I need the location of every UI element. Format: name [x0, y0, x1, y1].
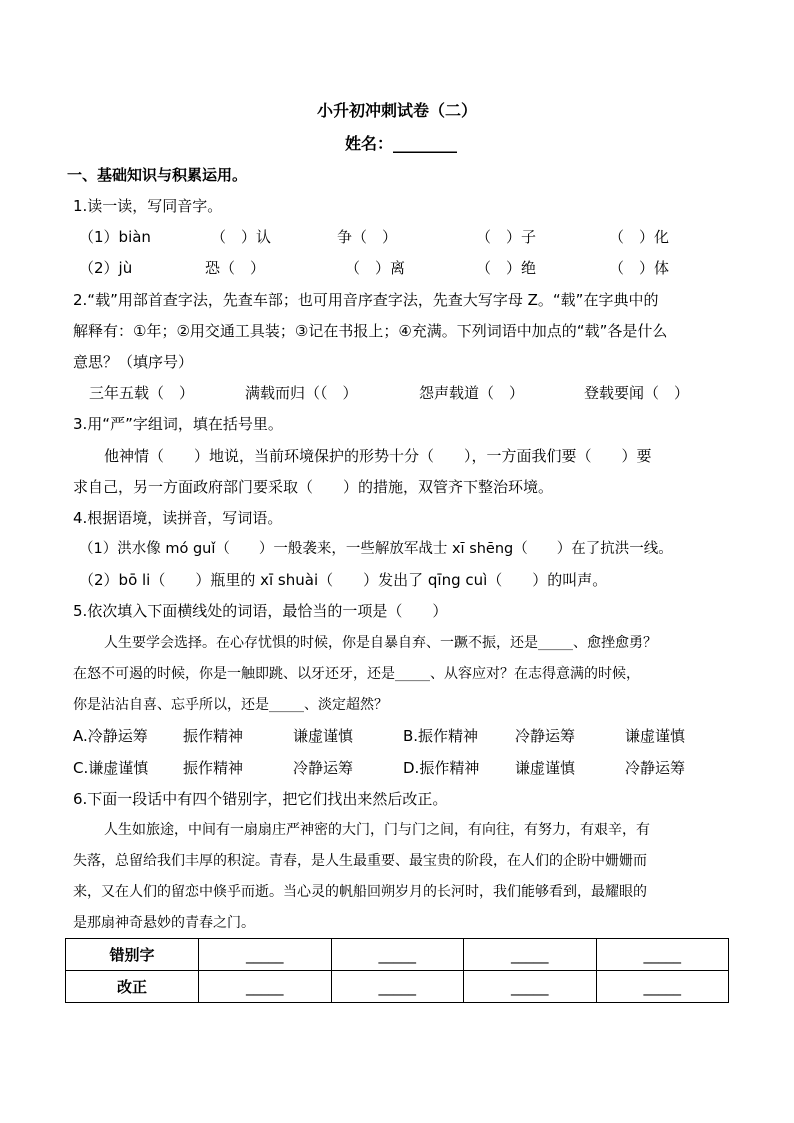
q5-passage-line: 在怒不可遏的时候，你是一触即跳、以牙还牙，还是_____、从容应对？在志得意满的时候，	[73, 666, 640, 682]
correction-blank[interactable]: _____	[464, 971, 597, 1003]
typo-blank[interactable]: _____	[596, 939, 729, 971]
q1-row2-blank[interactable]: （ ）体	[609, 259, 670, 277]
q1-row1-blank[interactable]: （ ）认	[211, 228, 272, 246]
q3-prompt: 3.用“严”字组词，填在括号里。	[73, 415, 283, 433]
name-field-label: 姓名：________	[344, 134, 457, 153]
q2-item[interactable]: 满载而归（（ ）	[245, 384, 358, 402]
q2-text-line: 解释有：①年；②用交通工具装；③记在书报上；④充满。下列词语中加点的“载”各是什么	[73, 322, 668, 340]
q5-passage-line: 人生要学会选择。在心存忧惧的时候，你是自暴自弃、一蹶不振，还是_____、愈挫愈勇？	[104, 635, 657, 651]
table-row	[66, 939, 729, 971]
q1-row1-blank[interactable]: （ ）子	[476, 228, 537, 246]
q5-option-c[interactable]: C.谦虚谨慎	[73, 759, 149, 777]
q3-text-line: 他神情（ ）地说，当前环境保护的形势十分（ ），一方面我们要（ ）要	[104, 447, 652, 465]
q1-row2-blank[interactable]: （ ）绝	[476, 259, 537, 277]
q1-row2-blank[interactable]: （ ）离	[345, 259, 406, 277]
q5-option-d-word: 冷静运筹	[625, 759, 686, 777]
q5-option-c-word: 冷静运筹	[293, 759, 354, 777]
q5-option-b-word: 谦虚谨慎	[625, 727, 686, 745]
correction-blank[interactable]: _____	[596, 971, 729, 1003]
section-heading: 一、基础知识与积累运用。	[67, 166, 248, 184]
q1-prompt: 1.读一读，写同音字。	[73, 197, 223, 215]
correction-row-label: 改正	[66, 971, 199, 1003]
q2-item[interactable]: 登载要闻（ ）	[584, 384, 690, 402]
q6-passage-line: 失落，总留给我们丰厚的积淀。青春，是人生最重要、最宝贵的阶段，在人们的企盼中姗姗而	[73, 853, 647, 869]
correction-blank[interactable]: _____	[331, 971, 464, 1003]
q1-row1-blank[interactable]: 争（ ）	[337, 228, 398, 246]
q3-text-line: 求自己，另一方面政府部门要采取（ ）的措施，双管齐下整治环境。	[73, 478, 554, 496]
q1-row1-blank[interactable]: （ ）化	[609, 228, 670, 246]
q4-text-line: （1）洪水像 mó guǐ（ ）一般袭来，一些解放军战士 xī shēng（ ）在了抗洪一线。	[79, 541, 673, 557]
q2-text-line: 意思？（填序号）	[73, 353, 194, 371]
q5-option-d-word: 谦虚谨慎	[515, 759, 576, 777]
q1-row2-blank[interactable]: 恐（ ）	[205, 259, 266, 277]
q6-prompt: 6.下面一段话中有四个错别字，把它们找出来然后改正。	[73, 790, 448, 808]
typo-blank[interactable]: _____	[331, 939, 464, 971]
q5-option-d[interactable]: D.振作精神	[403, 759, 480, 777]
q6-passage-line: 是那扇神奇悬妙的青春之门。	[73, 915, 255, 931]
page-title: 小升初冲刺试卷（二）	[316, 101, 477, 120]
q2-item[interactable]: 三年五载（ ）	[89, 384, 195, 402]
q4-prompt: 4.根据语境，读拼音，写词语。	[73, 509, 283, 527]
q2-text-line: 2.“载”用部首查字法，先查车部；也可用音序查字法，先查大写字母 Z。“载”在字典中的	[73, 291, 659, 309]
table-row	[66, 971, 729, 1003]
typo-blank[interactable]: _____	[464, 939, 597, 971]
q4-text-line: （2）bō li（ ）瓶里的 xī shuài（ ）发出了 qīng cuì（ ）的叫声。	[79, 571, 608, 589]
q6-passage-line: 人生如旅途，中间有一扇扇庄严神密的大门，门与门之间，有向往，有努力，有艰辛，有	[104, 822, 650, 838]
correction-blank[interactable]: _____	[199, 971, 332, 1003]
typo-row-label: 错别字	[66, 939, 199, 971]
q5-prompt: 5.依次填入下面横线处的词语，最恰当的一项是（ ）	[73, 602, 448, 620]
typo-blank[interactable]: _____	[199, 939, 332, 971]
q5-option-a[interactable]: A.冷静运筹	[73, 727, 148, 745]
q5-option-a-word: 振作精神	[183, 727, 244, 745]
q1-row1-pinyin: （1）biàn	[79, 228, 151, 246]
q5-option-c-word: 振作精神	[183, 759, 244, 777]
q5-option-b-word: 冷静运筹	[515, 727, 576, 745]
q5-option-b[interactable]: B.振作精神	[403, 727, 479, 745]
q6-passage-line: 来，又在人们的留恋中倏乎而逝。当心灵的帆船回朔岁月的长河时，我们能够看到，最耀眼的	[73, 884, 647, 900]
q5-passage-line: 你是沾沾自喜、忘乎所以，还是_____、淡定超然？	[73, 697, 388, 713]
correction-table	[65, 938, 729, 1003]
q5-option-a-word: 谦虚谨慎	[293, 727, 354, 745]
q2-item[interactable]: 怨声载道（ ）	[419, 384, 525, 402]
q1-row2-pinyin: （2）jù	[79, 259, 133, 277]
